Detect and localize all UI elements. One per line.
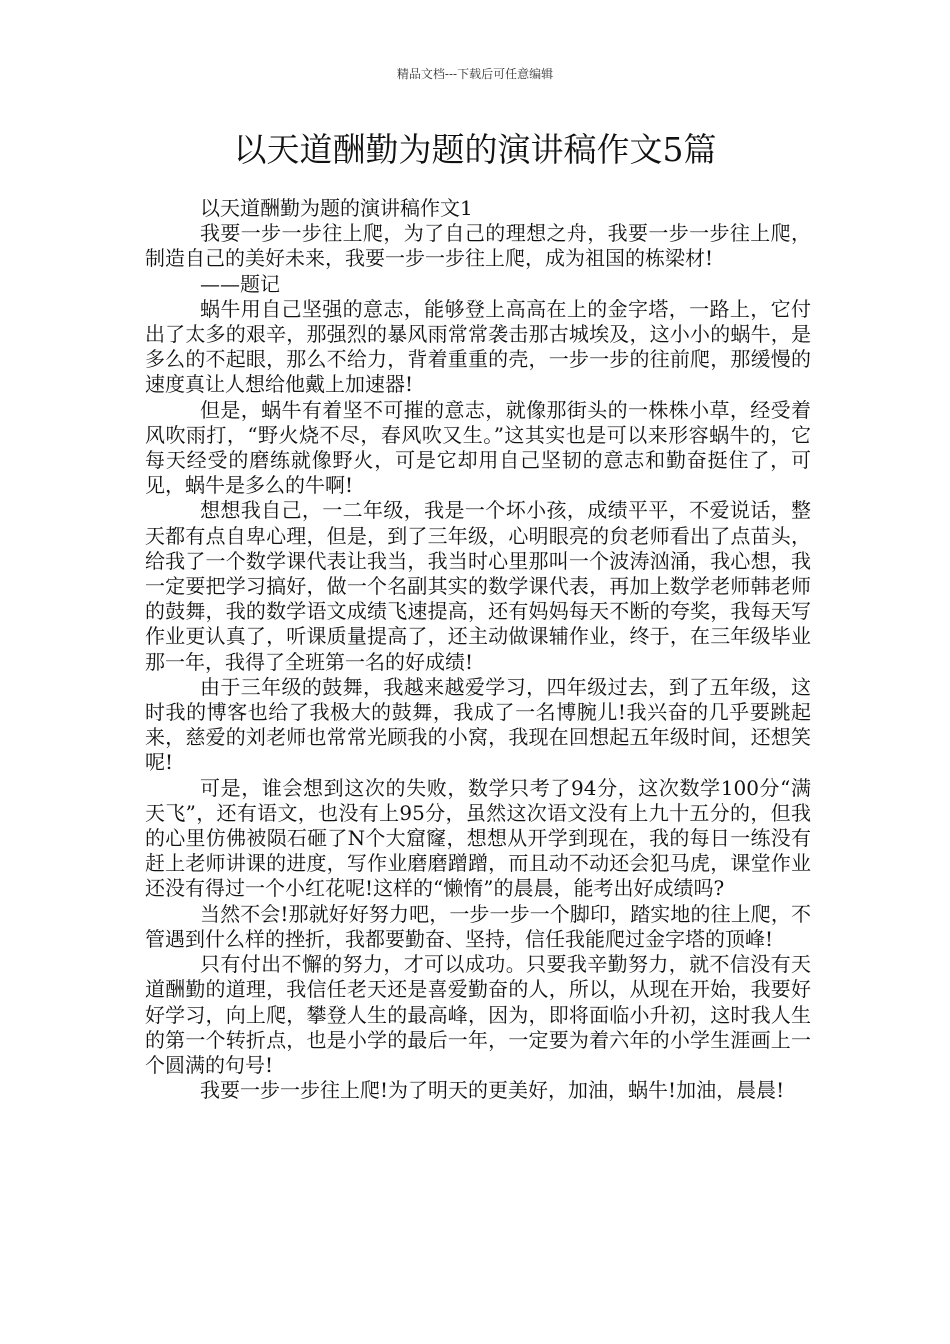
- paragraph-3: 蜗牛用自己坚强的意志，能够登上高高在上的金字塔，一路上，它付出了太多的艰辛，那强烈的暴风雨常常袭击那古城埃及，这小小的蜗牛，是多么的不起眼，那么不给力，背着重重的壳，一步一步的往前爬，那缓慢的速度真让人想给他戴上加速器!: [145, 296, 811, 397]
- paragraph-7: 可是，谁会想到这次的失败，数学只考了94分，这次数学100分“满天飞”，还有语文，也没有上95分，虽然这次语文没有上九十五分的，但我的心里仿佛被陨石砸了N个大窟窿，想想从开学到现在，我的每日一练没有赶上老师讲课的进度，写作业磨磨蹭蹭，而且动不动还会犯马虎，课堂作业还没有得过一个小红花呢!这样的“懒惰”的晨晨，能考出好成绩吗?: [145, 775, 811, 901]
- epigraph-attribution: ——题记: [200, 271, 280, 296]
- paragraph-9: 只有付出不懈的努力，才可以成功。只要我辛勤努力，就不信没有天道酬勤的道理，我信任老天还是喜爱勤奋的人，所以，从现在开始，我要好好学习，向上爬，攀登人生的最高峰，因为，即将面临小升初，这时我人生的第一个转折点，也是小学的最后一年，一定要为着六年的小学生涯画上一个圆满的句号!: [145, 952, 811, 1077]
- paragraph-4: 但是，蜗牛有着坚不可摧的意志，就像那街头的一株株小草，经受着风吹雨打，“野火烧不尽，春风吹又生。”这其实也是可以来形容蜗牛的，它每天经受的磨练就像野火，可是它却用自己坚韧的意志和勤奋挺住了，可见，蜗牛是多么的牛啊!: [145, 397, 811, 498]
- document-title: 以天道酬勤为题的演讲稿作文5篇: [233, 130, 717, 169]
- paragraph-1: 我要一步一步往上爬，为了自己的理想之舟，我要一步一步往上爬，制造自己的美好未来，我要一步一步往上爬，成为祖国的栋梁材!: [145, 221, 811, 271]
- section-heading: 以天道酬勤为题的演讲稿作文1: [200, 196, 473, 220]
- paragraph-10: 我要一步一步往上爬!为了明天的更美好，加油，蜗牛!加油，晨晨!: [200, 1078, 785, 1103]
- document-body: [145, 196, 811, 1103]
- paragraph-5: 想想我自己，一二年级，我是一个坏小孩，成绩平平，不爱说话，整天都有点自卑心理，但是，到了三年级，心明眼亮的贠老师看出了点苗头，给我了一个数学课代表让我当，我当时心里那叫一个波涛汹涌，我心想，我一定要把学习搞好，做一个名副其实的数学课代表，再加上数学老师韩老师的鼓舞，我的数学语文成绩飞速提高，还有妈妈每天不断的夸奖，我每天写作业更认真了，听课质量提高了，还主动做课辅作业，终于，在三年级毕业那一年，我得了全班第一名的好成绩!: [145, 498, 811, 674]
- paragraph-6: 由于三年级的鼓舞，我越来越爱学习，四年级过去，到了五年级，这时我的博客也给了我极大的鼓舞，我成了一名博腕儿!我兴奋的几乎要跳起来，慈爱的刘老师也常常光顾我的小窝，我现在回想起五年级时间，还想笑呢!: [145, 674, 811, 775]
- paragraph-8: 当然不会!那就好好努力吧，一步一步一个脚印，踏实地的往上爬，不管遇到什么样的挫折，我都要勤奋、坚持，信任我能爬过金字塔的顶峰!: [145, 901, 811, 951]
- header-note: 精品文档---下载后可任意编辑: [396, 67, 554, 81]
